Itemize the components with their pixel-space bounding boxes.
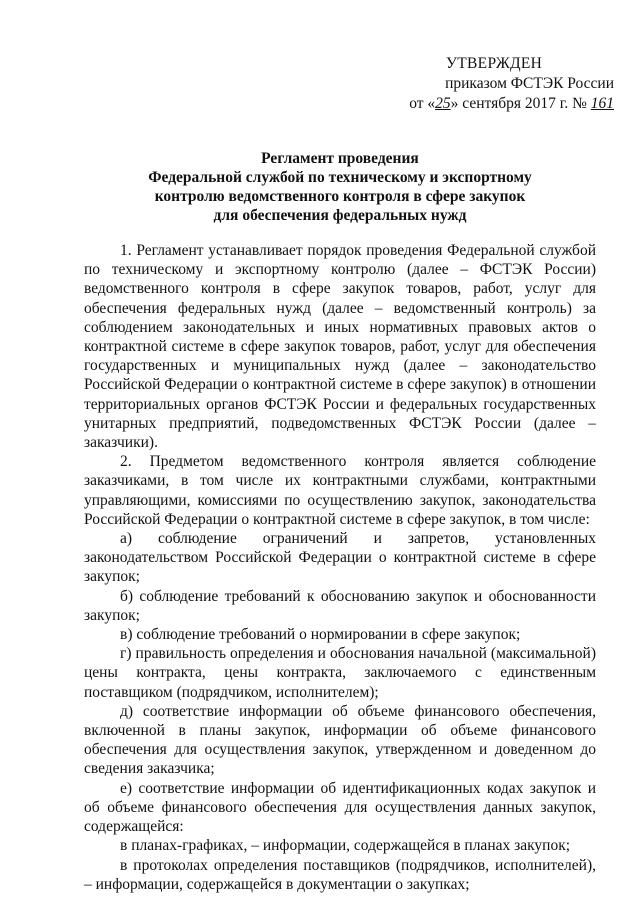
paragraph-1: 1. Регламент устанавливает порядок проведения Федеральной службой по техническому и экспортному контролю (далее – ФСТЭК России) ведомственного контроля в сфере закупок товаров, работ, услуг для обеспечения федеральных нужд (далее – ведомственный контроль) за соблюдением законодательных и иных нормативных правовых актов о контрактной системе в сфере закупок товаров, работ, услуг для обеспечения государственных и муниципальных нужд (далее – законодательство Российской Федерации о контрактной системе в сфере закупок) в отношении территориальных органов ФСТЭК России и федеральных государственных унитарных предприятий, подведомственных ФСТЭК России (далее – заказчики). (84, 242, 596, 452)
paragraph-2: 2. Предметом ведомственного контроля является соблюдение заказчиками, в том числе их контрактными службами, контрактными управляющими, комиссиями по осуществлению закупок, законодательства Российской Федерации о контрактной системе в сфере закупок, в том числе: (84, 453, 596, 528)
document-title (80, 149, 600, 225)
paragraph-2g: г) правильность определения и обоснования начальной (максимальной) цены контракта, цены контракта, заключаемого с единственным поставщиком (подрядчиком, исполнителем); (84, 645, 596, 701)
paragraph-2e-2: в протоколах определения поставщиков (подрядчиков, исполнителей), – информации, содержащейся в документации о закупках; (84, 856, 596, 893)
approval-date-line (404, 94, 614, 114)
document-body (84, 241, 596, 894)
approval-title: УТВЕРЖДЕН (446, 55, 543, 72)
date-middle: » сентября 2017 г. № (450, 95, 591, 112)
paragraph-2e-1: в планах-графиках, – информации, содержащейся в планах закупок; (120, 837, 571, 855)
paragraph-2v: в) соблюдение требований о нормировании в сфере закупок; (120, 626, 521, 644)
paragraph-2a: а) соблюдение ограничений и запретов, установленных законодательством Российской Федерации о контрактной системе в сфере закупок; (84, 530, 596, 586)
paragraph-2b: б) соблюдение требований к обоснованию закупок и обоснованности закупок; (84, 587, 596, 624)
title-line-3: контролю ведомственного контроля в сфере закупок (154, 188, 526, 205)
handwritten-day: 25 (435, 95, 451, 112)
approval-order-line: приказом ФСТЭК России (445, 75, 614, 92)
paragraph-2d: д) соответствие информации об объеме финансового обеспечения, включенной в планы закупок, информации об объеме финансового обеспечения для осуществления закупок, утвержденном и доведенном до сведения заказчика; (84, 702, 596, 778)
handwritten-order-number: 161 (590, 95, 614, 112)
title-line-4: для обеспечения федеральных нужд (213, 207, 467, 224)
title-line-2: Федеральной службой по техническому и экспортному (148, 169, 532, 186)
title-line-1: Регламент проведения (261, 150, 419, 167)
paragraph-2e: е) соответствие информации об идентификационных кодах закупок и об объеме финансового обеспечения для осуществления данных закупок, содержащейся: (84, 779, 596, 836)
date-prefix: от « (409, 95, 436, 112)
approval-stamp (404, 54, 614, 114)
